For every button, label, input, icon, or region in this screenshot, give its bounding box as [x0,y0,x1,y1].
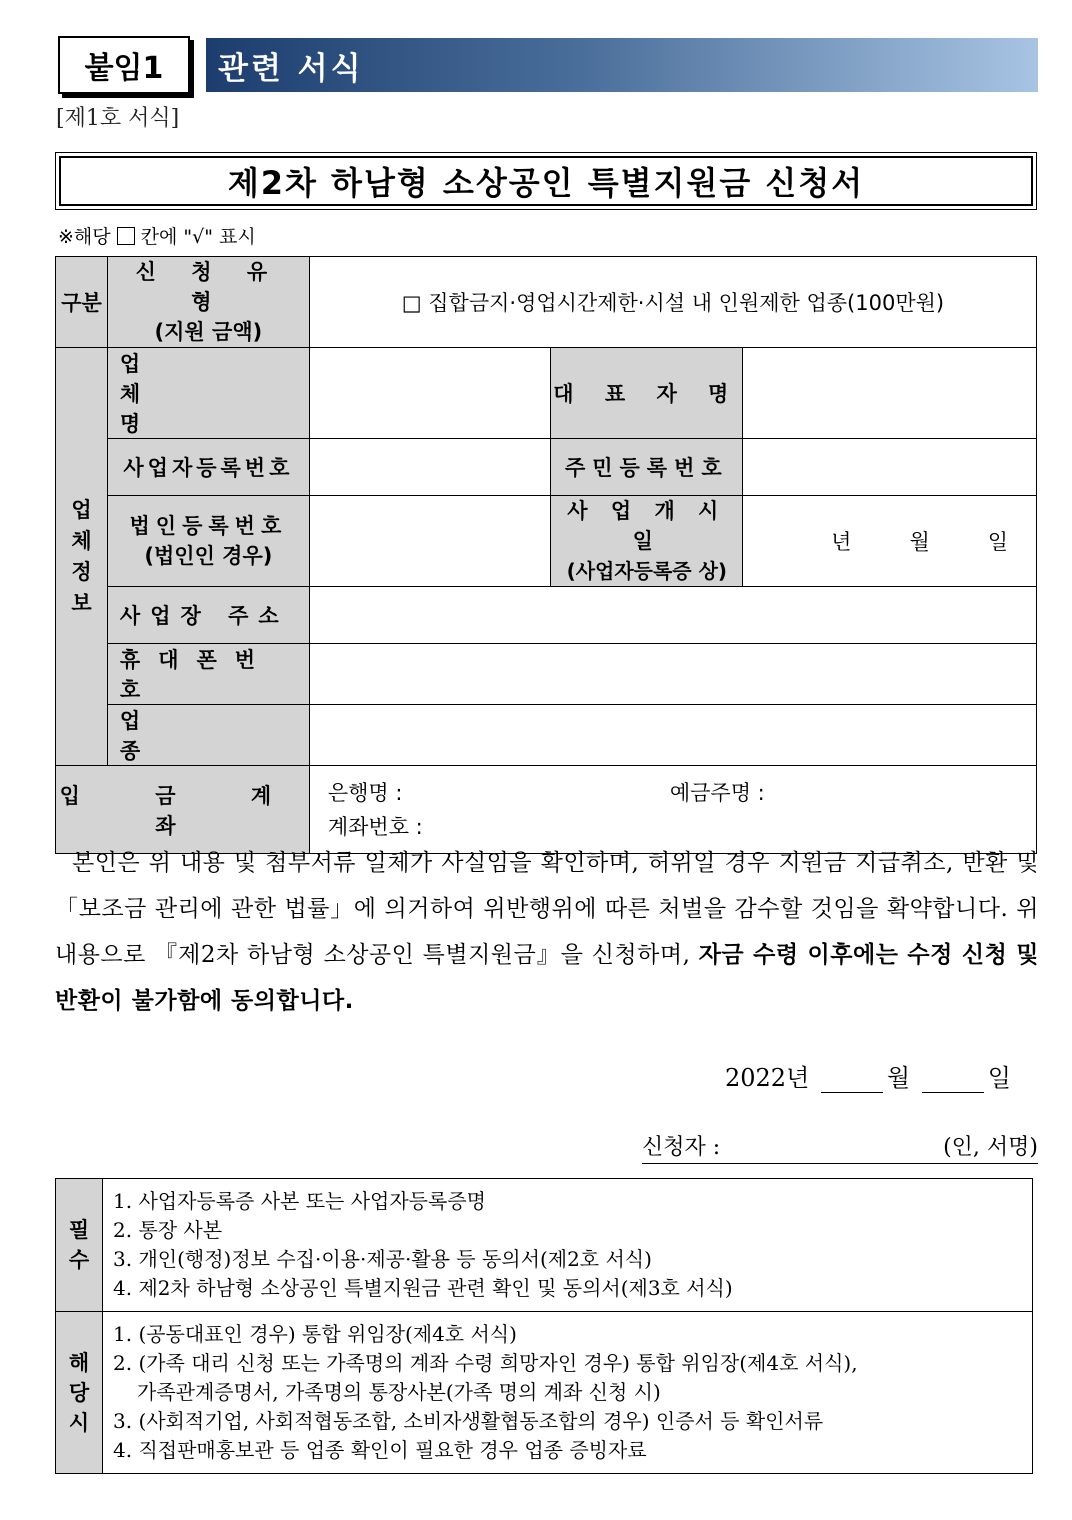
application-type-label-line1: 신 청 유 형 [135,260,282,314]
industry-row [56,705,1037,766]
address-label: 사업장 주소 [107,587,309,644]
industry-field[interactable] [309,705,1036,766]
mobile-field[interactable] [309,644,1036,705]
declaration-text: 본인은 위 내용 및 첨부서류 일체가 사실임을 확인하며, 허위일 경우 지원금 지급취소, 반환 및 「보조금 관리에 관한 법률」에 의거하여 위반행위에 따른 처벌을 감수할 것임을 확약합니다. 위 내용으로 『제2차 하남형 소상공인 특별지원금』을 신청하며, [55,850,1040,968]
checkbox-icon [117,227,135,245]
application-type-option[interactable]: □ 집합금지·영업시간제한·시설 내 인원제한 업종(100만원) [309,257,1036,348]
form-number: [제1호 서식] [56,106,180,131]
corp-reg-no-field[interactable] [309,496,551,587]
date-day: 일 [987,1064,1011,1092]
category-label: 구분 [56,257,108,348]
declaration-statement [55,840,1039,1024]
list-item: 가족관계증명서, 가족명의 통장사본(가족 명의 계좌 신청 시) [137,1380,661,1404]
list-item: 4. 직접판매홍보관 등 업종 확인이 필요한 경우 업종 증빙자료 [113,1438,647,1462]
date-year-unit: 년 [831,530,852,554]
depositor-label: 예금주명 : [669,780,765,805]
representative-field[interactable] [743,348,1037,439]
application-type-label-line2: (지원 금액) [154,320,263,344]
conditional-docs-label [56,1312,103,1474]
list-item: 2. (가족 대리 신청 또는 가족명의 계좌 수령 희망자인 경우) 통합 위임장(제4호 서식), [113,1351,858,1375]
account-number-label: 계좌번호 : [327,814,423,839]
declaration-bold-text: 자금 수령 이후에는 수정 신청 및 반환이 불가함에 동의합니다. [55,942,1040,1014]
application-type-row [56,257,1037,348]
section-title-banner: 관련 서식 [206,38,1038,92]
opening-date-label-line2: (사업자등록증 상) [566,559,728,583]
form-title-box [55,152,1037,210]
resident-reg-no-label: 주민등록번호 [551,439,743,496]
conditional-label-char: 시 [68,1410,90,1435]
list-item: 1. 사업자등록증 사본 또는 사업자등록증명 [113,1189,486,1213]
opening-date-field[interactable] [743,496,1037,587]
industry-label: 업 종 [107,705,309,766]
check-instruction [58,222,256,249]
opening-date-label-line1: 사 업 개 시 일 [567,499,727,553]
conditional-docs-list [103,1312,1033,1474]
address-field[interactable] [309,587,1036,644]
form-title: 제2차 하남형 소상공인 특별지원금 신청서 [59,156,1033,206]
date-month: 월 [886,1064,911,1092]
business-name-row [56,348,1037,439]
date-day-unit: 일 [987,530,1008,554]
date-year: 2022년 [725,1064,810,1092]
conditional-docs-row [56,1312,1033,1474]
list-item: 3. 개인(행정)정보 수집·이용·제공·활용 등 동의서(제2호 서식) [113,1247,652,1271]
list-item: 4. 제2차 하남형 소상공인 특별지원금 관련 확인 및 동의서(제3호 서식) [113,1276,733,1300]
check-note-suffix: 칸에 "√" 표시 [140,226,256,248]
application-date [725,1058,1011,1093]
required-docs-row [56,1179,1033,1312]
required-label-char: 필 [68,1218,90,1242]
required-docs-label [56,1179,103,1312]
mobile-label: 휴대폰번호 [107,644,309,705]
month-blank[interactable] [821,1068,883,1093]
business-info-char: 업 [71,497,92,522]
list-item: 1. (공동대표인 경우) 통합 위임장(제4호 서식) [113,1322,517,1346]
account-label: 입 금 계 좌 [56,766,310,854]
list-item: 3. (사회적기업, 사회적협동조합, 소비자생활협동조합의 경우) 인증서 등 확인서류 [113,1409,824,1433]
business-name-field[interactable] [309,348,551,439]
application-type-label [107,257,309,348]
opening-date-label [551,496,743,587]
business-name-label: 업 체 명 [107,348,309,439]
bank-name-label: 은행명 : [327,780,403,805]
corp-reg-no-label [107,496,309,587]
business-reg-no-label: 사업자등록번호 [107,439,309,496]
business-info-char: 체 [71,528,92,553]
attachment-label: 붙임1 [58,36,190,94]
conditional-label-char: 당 [68,1380,90,1405]
signature-suffix: (인, 서명) [943,1135,1038,1160]
conditional-label-char: 해 [68,1350,90,1375]
business-info-label [56,348,108,766]
required-label-char: 수 [68,1248,90,1272]
corp-reg-no-label-line1: 법인등록번호 [129,514,288,538]
business-info-char: 보 [71,590,92,615]
check-note-prefix: ※해당 [58,226,111,248]
representative-label: 대 표 자 명 [551,348,743,439]
business-reg-no-field[interactable] [309,439,551,496]
date-month-unit: 월 [909,530,930,554]
business-info-char: 정 [71,559,92,584]
required-documents-table [55,1178,1033,1474]
list-item: 2. 통장 사본 [113,1218,223,1242]
corp-reg-row [56,496,1037,587]
day-blank[interactable] [922,1068,984,1093]
required-docs-list [103,1179,1033,1312]
registration-row [56,439,1037,496]
address-row [56,587,1037,644]
signer-label: 신청자 : [642,1135,721,1160]
corp-reg-no-label-line2: (법인인 경우) [144,544,273,568]
signature-line[interactable] [642,1130,1038,1164]
resident-reg-no-field[interactable] [743,439,1037,496]
application-form-table [55,256,1037,854]
mobile-row [56,644,1037,705]
